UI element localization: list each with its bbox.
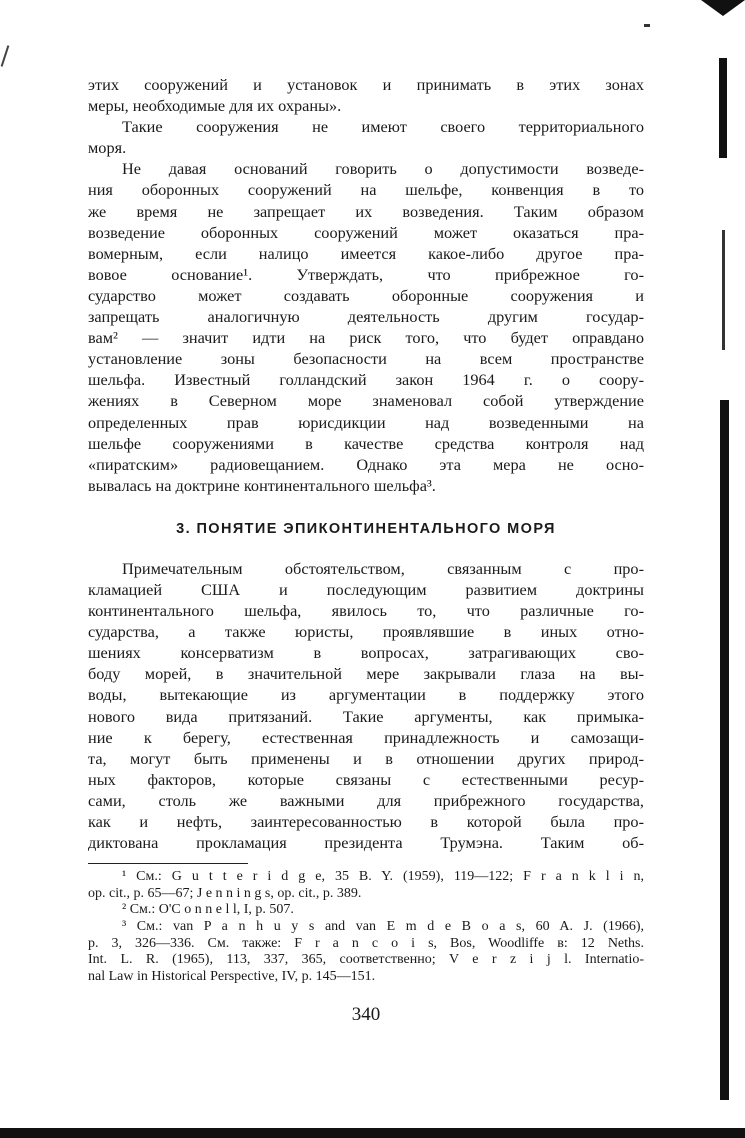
- footnote-line: Int. L. R. (1965), 113, 337, 365, соответственно; V e r z i j l. Internatio-: [88, 952, 644, 968]
- text-line: вомерным, если налицо имеется какое-либо другое пра-: [88, 243, 644, 263]
- paragraph: [88, 116, 644, 158]
- text-line: меры, необходимые для их охраны».: [88, 96, 342, 116]
- text-line: кламацией США и последующим развитием доктрины: [88, 579, 644, 599]
- text-line: «пиратским» радиовещанием. Однако эта мера не осно-: [88, 454, 644, 474]
- scan-edge-shadow: [722, 230, 725, 350]
- text-line: Примечательным обстоятельством, связанным с про-: [122, 558, 644, 578]
- text-line: та, могут быть применены и в отношении других природ-: [88, 748, 644, 768]
- paragraph-continuation: [88, 74, 644, 116]
- text-line: этих сооружений и установок и принимать в этих зонах: [88, 75, 644, 94]
- footnote-line: op. cit., p. 65—67; J e n n i n g s, op. cit., p. 389.: [88, 885, 362, 901]
- text-line: континентального шельфа, явилось то, что различные го-: [88, 601, 644, 621]
- footnote-line: ² См.: O'C o n n e l l, I, p. 507.: [122, 902, 294, 918]
- book-page: [88, 74, 644, 1027]
- paragraph: [88, 558, 644, 853]
- text-line: воды, вытекающие из аргументации в поддержку этого: [88, 685, 644, 705]
- scan-edge-shadow: [719, 58, 727, 158]
- text-line: запрещать аналогичную деятельность другим государ-: [88, 307, 644, 327]
- scan-bottom-shadow: [0, 1128, 745, 1138]
- text-line: определенных прав юрисдикции над возведенными на: [88, 412, 644, 432]
- text-line: Такие сооружения не имеют своего территориального: [122, 117, 644, 137]
- text-line: шельфе сооружениями в качестве средства контроля над: [88, 433, 644, 453]
- text-line: ных факторов, которые связаны с естественными ресур-: [88, 769, 644, 789]
- text-line: жениях в Северном море знаменовал собой утверждение: [88, 391, 644, 411]
- text-line: шениях консерватизм в вопросах, затрагивающих сво-: [88, 643, 644, 663]
- footnote-line: ¹ См.: G u t t e r i d g e, 35 B. Y. (1959), 119—122; F r a n k l i n,: [122, 869, 644, 885]
- text-line: вовое основание¹. Утверждать, что прибрежное го-: [88, 264, 644, 284]
- footnote-line: nal Law in Historical Perspective, IV, p. 145—151.: [88, 968, 376, 984]
- section-heading: 3. ПОНЯТИЕ ЭПИКОНТИНЕНТАЛЬНОГО МОРЯ: [176, 520, 556, 537]
- text-line: диктована прокламация президента Трумэна. Таким об-: [88, 833, 644, 853]
- text-line: вам² — значит идти на риск того, что будет оправдано: [88, 328, 644, 348]
- text-line: сударство может создавать оборонные сооружения и: [88, 285, 644, 305]
- text-line: же время не запрещает их возведения. Таким образом: [88, 201, 644, 221]
- paragraph: [88, 158, 644, 496]
- text-line: сударства, а также юристы, проявлявшие в иных отно-: [88, 622, 644, 642]
- text-line: сами, столь же важными для прибрежного государства,: [88, 790, 644, 810]
- text-line: возведение оборонных сооружений может оказаться пра-: [88, 222, 644, 242]
- text-line: ние к берегу, естественная принадлежность и самозащи-: [88, 727, 644, 747]
- footnotes: [88, 869, 644, 985]
- scan-edge-shadow: [720, 400, 729, 1100]
- scan-left-mark: [1, 45, 10, 67]
- scan-corner-mark: [701, 0, 745, 16]
- page-number: 340: [351, 1004, 381, 1026]
- text-line: как и нефть, заинтересованностью в которой была про-: [88, 812, 644, 831]
- footnote-line: ³ См.: van P a n h u y s and van E m d e B o a s, 60 A. J. (1966),: [122, 918, 644, 934]
- text-line: шельфа. Известный голландский закон 1964 г. о соору-: [88, 370, 644, 390]
- text-line: ния оборонных сооружений на шельфе, конвенция в то: [88, 180, 644, 200]
- text-line: вывалась на доктрине континентального шельфа³.: [88, 475, 436, 495]
- footnote-divider: [88, 863, 248, 864]
- text-line: нового вида притязаний. Такие аргументы, как примыка-: [88, 706, 644, 726]
- text-line: боду морей, в значительной мере закрывали глаза на вы-: [88, 664, 644, 684]
- text-line: установление зоны безопасности на всем пространстве: [88, 349, 644, 369]
- scan-speck: [644, 24, 650, 27]
- text-line: Не давая оснований говорить о допустимости возведе-: [122, 159, 644, 179]
- footnote-line: p. 3, 326—336. См. также: F r a n c o i s, Bos, Woodliffe в: 12 Neths.: [88, 935, 644, 951]
- text-line: моря.: [88, 138, 127, 158]
